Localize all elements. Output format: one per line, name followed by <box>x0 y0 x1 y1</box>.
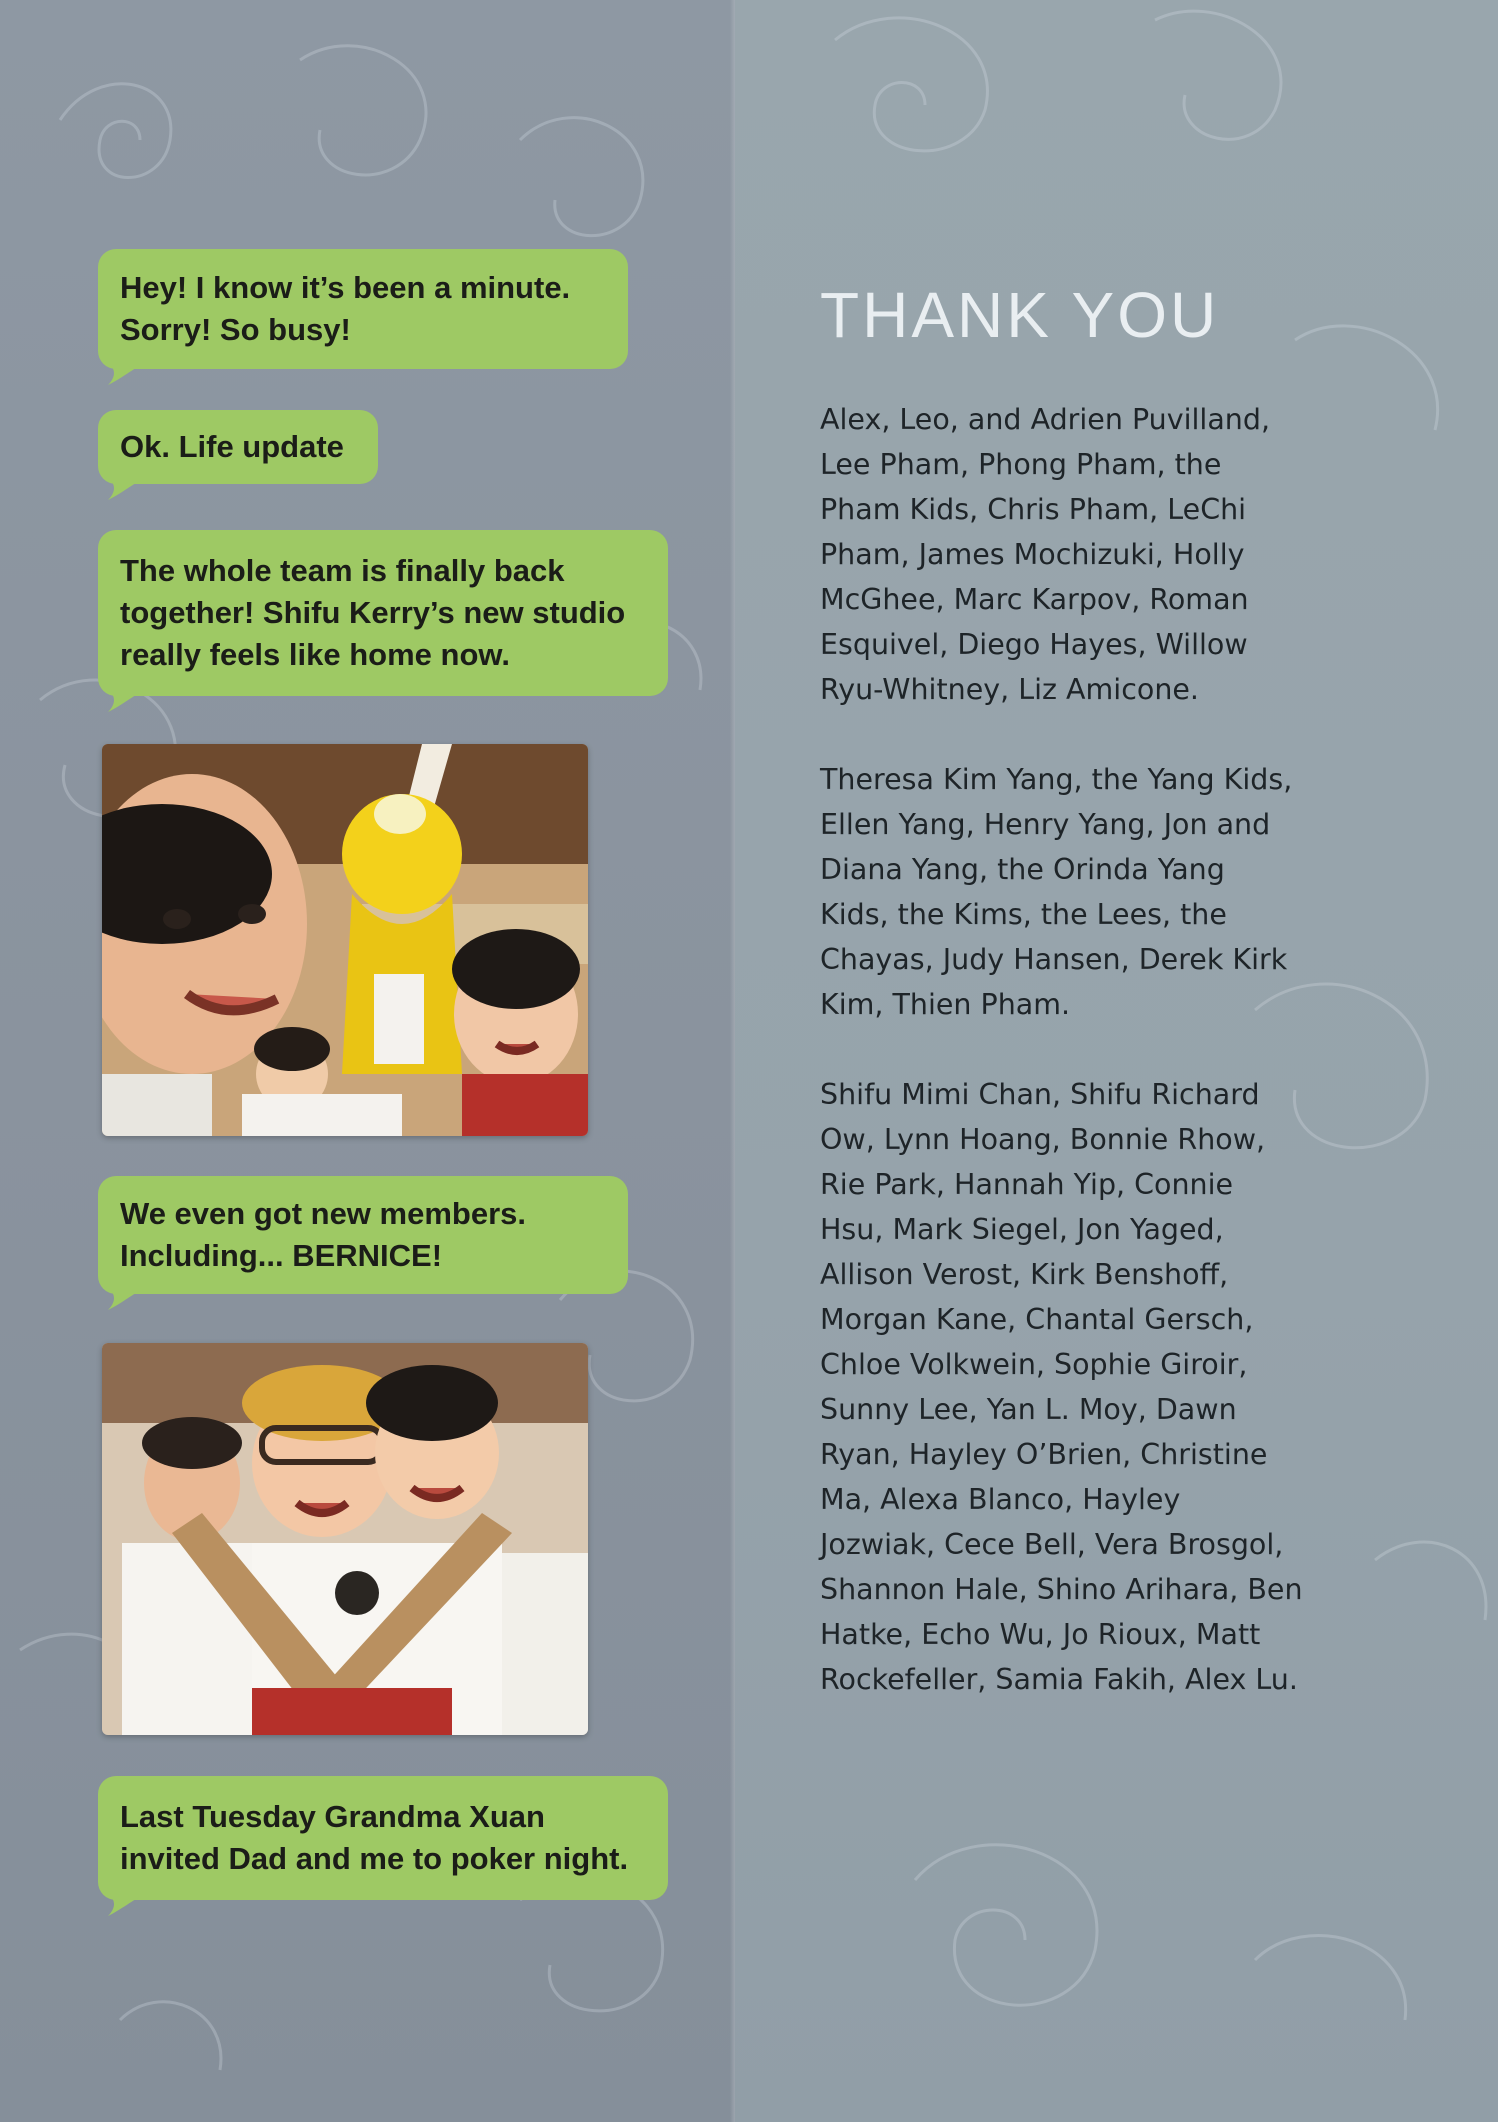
credit-line: Pham, James Mochizuki, Holly <box>820 538 1245 571</box>
thanks-paragraph-2 <box>820 757 1380 1027</box>
bubble-tail-icon <box>102 478 152 502</box>
chat-bubble-1-line-2: Sorry! So busy! <box>120 312 351 347</box>
credit-line: Esquivel, Diego Hayes, Willow <box>820 628 1248 661</box>
credit-line: Ellen Yang, Henry Yang, Jon and <box>820 808 1271 841</box>
chat-bubble-2-line-1: Ok. Life update <box>120 429 344 464</box>
bubble-tail-icon <box>102 363 152 387</box>
bubble-tail-icon <box>102 1894 152 1918</box>
credit-line: Kids, the Kims, the Lees, the <box>820 898 1227 931</box>
credit-line: Sunny Lee, Yan L. Moy, Dawn <box>820 1393 1237 1426</box>
credit-line: Morgan Kane, Chantal Gersch, <box>820 1303 1254 1336</box>
credit-line: Lee Pham, Phong Pham, the <box>820 448 1222 481</box>
credit-line: Allison Verost, Kirk Benshoff, <box>820 1258 1229 1291</box>
lion-dance-selfie-photo <box>102 744 588 1136</box>
chat-bubble-4-line-1: We even got new members. <box>120 1196 526 1231</box>
chat-bubble-3-line-3: really feels like home now. <box>120 637 510 672</box>
lion-dance-selfie-icon <box>102 744 588 1136</box>
group-selfie-photo <box>102 1343 588 1735</box>
credit-line: Ryu-Whitney, Liz Amicone. <box>820 673 1199 706</box>
chat-bubble-3 <box>98 530 668 696</box>
credit-line: McGhee, Marc Karpov, Roman <box>820 583 1249 616</box>
credit-line: Theresa Kim Yang, the Yang Kids, <box>820 763 1293 796</box>
credit-line: Hatke, Echo Wu, Jo Rioux, Matt <box>820 1618 1261 1651</box>
chat-bubble-3-line-2: together! Shifu Kerry’s new studio <box>120 595 626 630</box>
credit-line: Hsu, Mark Siegel, Jon Yaged, <box>820 1213 1224 1246</box>
credit-line: Rie Park, Hannah Yip, Connie <box>820 1168 1234 1201</box>
credit-line: Shifu Mimi Chan, Shifu Richard <box>820 1078 1260 1111</box>
credit-line: Ryan, Hayley O’Brien, Christine <box>820 1438 1268 1471</box>
credit-line: Alex, Leo, and Adrien Puvilland, <box>820 403 1271 436</box>
credit-line: Jozwiak, Cece Bell, Vera Brosgol, <box>820 1528 1284 1561</box>
thank-you-title: THANK YOU <box>820 279 1220 351</box>
credit-line: Chayas, Judy Hansen, Derek Kirk <box>820 943 1288 976</box>
thanks-paragraph-3 <box>820 1072 1380 1702</box>
credit-line: Chloe Volkwein, Sophie Giroir, <box>820 1348 1248 1381</box>
thanks-paragraph-1 <box>820 397 1380 712</box>
chat-bubble-1 <box>98 249 628 369</box>
chat-bubble-5-line-2: invited Dad and me to poker night. <box>120 1841 629 1876</box>
credit-line: Ma, Alexa Blanco, Hayley <box>820 1483 1181 1516</box>
credit-line: Shannon Hale, Shino Arihara, Ben <box>820 1573 1303 1606</box>
left-chat-panel <box>0 0 735 2122</box>
chat-bubble-1-line-1: Hey! I know it’s been a minute. <box>120 270 571 305</box>
chat-bubble-3-line-1: The whole team is finally back <box>120 553 565 588</box>
chat-bubble-5 <box>98 1776 668 1900</box>
chat-bubble-5-line-1: Last Tuesday Grandma Xuan <box>120 1799 545 1834</box>
chat-bubble-4-line-2: Including... BERNICE! <box>120 1238 443 1273</box>
credit-line: Ow, Lynn Hoang, Bonnie Rhow, <box>820 1123 1266 1156</box>
group-selfie-icon <box>102 1343 588 1735</box>
credit-line: Rockefeller, Samia Fakih, Alex Lu. <box>820 1663 1298 1696</box>
credit-line: Kim, Thien Pham. <box>820 988 1071 1021</box>
credit-line: Pham Kids, Chris Pham, LeChi <box>820 493 1247 526</box>
credit-line: Diana Yang, the Orinda Yang <box>820 853 1225 886</box>
chat-bubble-4 <box>98 1176 628 1294</box>
chat-bubble-2 <box>98 410 378 484</box>
bubble-tail-icon <box>102 1288 152 1312</box>
bubble-tail-icon <box>102 690 152 714</box>
